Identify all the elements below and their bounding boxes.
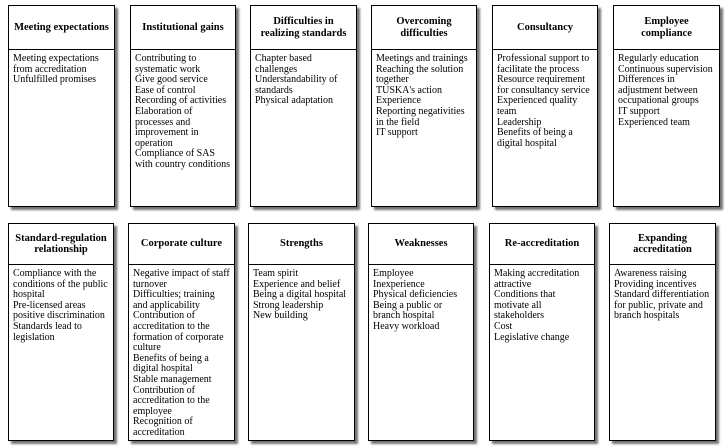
theme-item: Compliance with the conditions of the public hospital xyxy=(13,268,108,301)
theme-card-institutional-gains xyxy=(130,5,236,207)
theme-item: Heavy workload xyxy=(373,320,440,332)
theme-title: Consultancy xyxy=(493,6,597,50)
theme-item: Legislative change xyxy=(494,331,570,343)
theme-item: Contribution of accreditation to the employee xyxy=(133,384,210,417)
theme-item: Physical adaptation xyxy=(255,95,334,107)
theme-item: Ease of control xyxy=(135,84,196,96)
theme-item: Benefits of being a digital hospital xyxy=(497,127,573,149)
theme-item: Contributing to systematic work xyxy=(135,53,201,75)
theme-items xyxy=(372,53,476,206)
theme-title: Employee compliance xyxy=(614,6,719,50)
theme-title: Overcoming difficulties xyxy=(372,6,476,50)
theme-title: Institutional gains xyxy=(131,6,235,50)
theme-items xyxy=(131,53,235,206)
theme-item: Physical deficiencies xyxy=(373,289,458,301)
theme-item: Regularly education xyxy=(618,53,699,64)
theme-item: Experienced team xyxy=(618,116,690,128)
theme-item: Negative impact of staff turnover xyxy=(133,268,230,290)
theme-card-strengths xyxy=(248,223,355,441)
theme-item: Contribution of accreditation to the formation of corporate culture xyxy=(133,310,224,354)
theme-title: Strengths xyxy=(249,224,354,265)
theme-item: Chapter based challenges xyxy=(255,53,312,75)
theme-title: Standard-regulation relationship xyxy=(9,224,113,265)
theme-card-overcoming-difficulties xyxy=(371,5,477,207)
theme-title: Re-accreditation xyxy=(490,224,594,265)
theme-items xyxy=(251,53,356,206)
theme-title: Weaknesses xyxy=(369,224,473,265)
theme-item: Experienced quality team xyxy=(497,95,578,117)
theme-item: Compliance of SAS with country conditions xyxy=(135,148,230,170)
theme-item: Employee xyxy=(373,268,414,279)
theme-item: Awareness raising xyxy=(614,268,687,279)
theme-card-corporate-culture xyxy=(128,223,235,441)
theme-item: Being a public or branch hospital xyxy=(373,299,443,322)
theme-item: Meeting expectations from accreditation xyxy=(13,53,99,75)
theme-item: Elaboration of processes and improvement in operation xyxy=(135,105,199,149)
theme-item: Strong leadership xyxy=(253,299,324,311)
theme-item: Experience xyxy=(376,95,421,107)
theme-title: Difficulties in realizing standards xyxy=(251,6,356,50)
theme-items xyxy=(369,268,473,440)
theme-items xyxy=(490,268,594,440)
theme-item: TUSKA's action xyxy=(376,84,442,96)
theme-item: Recording of activities xyxy=(135,95,227,107)
theme-items xyxy=(614,53,719,206)
theme-items xyxy=(129,268,234,440)
theme-item: IT support xyxy=(376,127,418,139)
theme-title: Meeting expectations xyxy=(9,6,114,50)
theme-card-expanding-accreditation xyxy=(609,223,716,441)
theme-card-meeting-expectations xyxy=(8,5,115,207)
theme-card-difficulties-in-realizing-standards xyxy=(250,5,357,207)
theme-item: Recognition of accreditation xyxy=(133,416,193,438)
theme-card-weaknesses xyxy=(368,223,474,441)
theme-item: Meetings and trainings xyxy=(376,53,468,64)
theme-item: Reporting negativities in the field xyxy=(376,105,465,128)
theme-items xyxy=(9,268,113,440)
theme-item: Experience and belief xyxy=(253,278,341,290)
theme-item: Benefits of being a digital hospital xyxy=(133,352,209,375)
theme-item: IT support xyxy=(618,105,660,117)
theme-item: New building xyxy=(253,310,308,322)
theme-item: Being a digital hospital xyxy=(253,289,347,301)
theme-item: Leadership xyxy=(497,116,542,128)
theme-item: Unfulfilled promises xyxy=(13,74,97,86)
theme-item: Conditions that motivate all stakeholders xyxy=(494,289,556,322)
theme-card-re-accreditation xyxy=(489,223,595,441)
theme-item: Stable management xyxy=(133,373,212,385)
theme-item: Making accreditation attractive xyxy=(494,268,580,290)
theme-item: Differences in adjustment between occupational groups xyxy=(618,74,699,107)
theme-card-employee-compliance xyxy=(613,5,720,207)
theme-item: Pre-licensed areas positive discrimination xyxy=(13,299,105,322)
theme-item: Reaching the solution together xyxy=(376,63,464,86)
theme-title: Expanding accreditation xyxy=(610,224,715,265)
theme-item: Standards lead to legislation xyxy=(13,320,82,343)
theme-card-standard-regulation-relationship xyxy=(8,223,114,441)
theme-items xyxy=(610,268,715,440)
theme-item: Give good service xyxy=(135,74,208,86)
theme-item: Providing incentives xyxy=(614,278,697,290)
theme-item: Understandability of standards xyxy=(255,74,338,96)
theme-item: Inexperience xyxy=(373,278,425,290)
theme-item: Standard differentiation for public, private and branch hospitals xyxy=(614,289,710,322)
theme-item: Difficulties; training and applicability xyxy=(133,289,215,311)
theme-items xyxy=(9,53,114,206)
theme-item: Cost xyxy=(494,320,513,332)
theme-items xyxy=(493,53,597,206)
theme-item: Resource requirement for consultancy service xyxy=(497,74,590,96)
theme-title: Corporate culture xyxy=(129,224,234,265)
theme-card-consultancy xyxy=(492,5,598,207)
theme-items xyxy=(249,268,354,440)
theme-item: Team spirit xyxy=(253,268,299,279)
theme-item: Professional support to facilitate the process xyxy=(497,53,590,75)
theme-item: Continuous supervision xyxy=(618,63,713,75)
